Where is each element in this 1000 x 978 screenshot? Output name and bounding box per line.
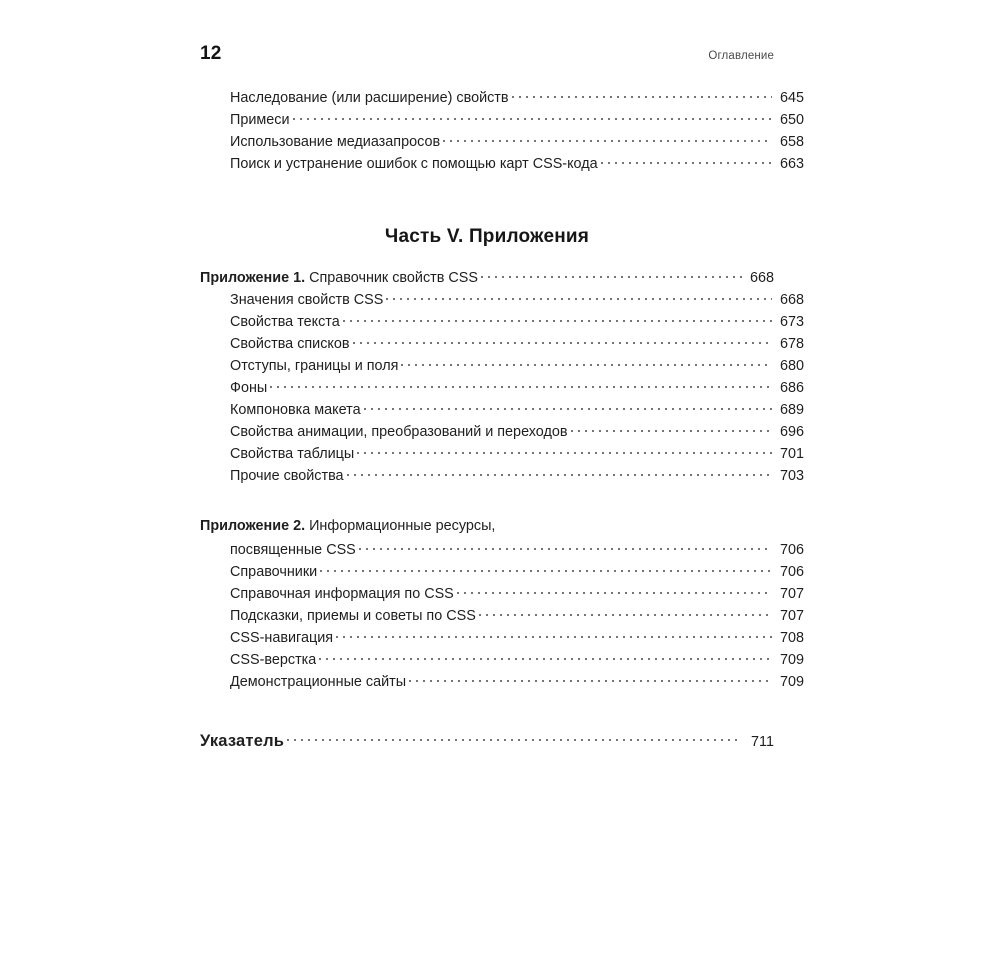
toc-entry-page: 706 <box>779 564 804 581</box>
leader-dots <box>409 672 772 686</box>
toc-entry-page: 689 <box>779 402 804 419</box>
toc-entry <box>200 378 804 400</box>
toc-entry <box>200 584 804 606</box>
toc-entry-title: Компоновка макета <box>230 402 361 419</box>
toc-entry-page: 686 <box>779 380 804 397</box>
toc-entry-title: Подсказки, приемы и советы по CSS <box>230 608 476 625</box>
appendix-1-section <box>200 268 804 488</box>
appendix-2-section <box>200 518 804 694</box>
toc-entry <box>200 444 804 466</box>
running-head <box>200 44 774 63</box>
toc-entry-page: 663 <box>779 156 804 173</box>
toc-entry-title: Демонстрационные сайты <box>230 674 407 691</box>
toc-entry-page: 645 <box>779 90 804 107</box>
toc-entry-page: 696 <box>779 424 804 441</box>
toc-entry-title: Свойства списков <box>230 336 350 353</box>
appendix-1-heading-page: 668 <box>749 270 774 287</box>
toc-entry <box>200 290 804 312</box>
appendix-1-heading-entry <box>200 268 774 290</box>
toc-entry-title: Наследование (или расширение) свойств <box>230 90 509 107</box>
appendix-2-heading-line2: посвященные CSS <box>230 542 356 559</box>
toc-entry <box>200 334 804 356</box>
toc-entry <box>200 400 804 422</box>
index-section <box>200 730 774 752</box>
appendix-1-heading-title <box>200 270 478 286</box>
appendix-2-heading-text: Информационные ресурсы, <box>305 518 496 534</box>
toc-entry-page: 673 <box>779 314 804 331</box>
leader-dots <box>457 584 772 598</box>
leader-dots <box>287 730 742 746</box>
page-folio: 12 <box>200 43 222 64</box>
toc-entry-title: Прочие свойства <box>230 468 344 485</box>
leader-dots <box>479 606 772 620</box>
toc-entry <box>200 110 804 132</box>
toc-entry <box>200 422 804 444</box>
appendix-2-heading-title <box>200 518 495 534</box>
index-entry-page: 711 <box>751 734 774 750</box>
leader-dots <box>347 466 772 480</box>
leader-dots <box>353 334 772 348</box>
leader-dots <box>343 312 772 326</box>
leader-dots <box>601 154 772 168</box>
leader-dots <box>481 268 742 282</box>
toc-entry-title: Фоны <box>230 380 268 397</box>
appendix-2-heading-page: 706 <box>779 542 804 559</box>
toc-entry-page: 650 <box>779 112 804 129</box>
leader-dots <box>401 356 772 370</box>
toc-entry <box>200 88 804 110</box>
appendix-2-heading-number: Приложение 2. <box>200 518 306 534</box>
toc-entry-page: 709 <box>779 674 804 691</box>
toc-entry-title: Справочники <box>230 564 318 581</box>
appendix-2-heading-entry <box>200 518 774 540</box>
toc-entry <box>200 628 804 650</box>
toc-entry-page: 668 <box>779 292 804 309</box>
toc-entry <box>200 154 804 176</box>
leader-dots <box>357 444 772 458</box>
toc-entry-title: Свойства анимации, преобразований и переходов <box>230 424 568 441</box>
toc-entry-title: Свойства текста <box>230 314 340 331</box>
leader-dots <box>443 132 772 146</box>
toc-entry-page: 709 <box>779 652 804 669</box>
toc-entry-page: 680 <box>779 358 804 375</box>
toc-entry-page: 708 <box>779 630 804 647</box>
leader-dots <box>336 628 772 642</box>
toc-entry-title: Использование медиазапросов <box>230 134 441 151</box>
toc-entry <box>200 356 804 378</box>
leader-dots <box>512 88 772 102</box>
toc-entry-page: 678 <box>779 336 804 353</box>
toc-entry-title: Свойства таблицы <box>230 446 355 463</box>
toc-entry <box>200 312 804 334</box>
toc-entry <box>200 466 804 488</box>
leader-dots <box>359 540 772 554</box>
index-entry-title: Указатель <box>200 732 285 750</box>
toc-entry-title: CSS-верстка <box>230 652 317 669</box>
part-heading: Часть V. Приложения <box>384 226 590 247</box>
leader-dots <box>386 290 772 304</box>
leader-dots <box>270 378 772 392</box>
toc-entry-title: Примеси <box>230 112 290 129</box>
toc-entry-page: 707 <box>779 608 804 625</box>
toc-entry-title: Поиск и устранение ошибок с помощью карт CSS-кода <box>230 156 598 173</box>
toc-entry <box>200 606 804 628</box>
leader-dots <box>319 650 772 664</box>
leader-dots <box>364 400 772 414</box>
toc-entry-title: CSS-навигация <box>230 630 334 647</box>
toc-entry <box>200 132 804 154</box>
leader-dots <box>320 562 772 576</box>
leader-dots <box>571 422 772 436</box>
toc-entry-page: 707 <box>779 586 804 603</box>
toc-entry <box>200 672 804 694</box>
appendix-2-heading-continuation <box>200 540 804 562</box>
toc-entry-page: 703 <box>779 468 804 485</box>
running-head-title: Оглавление <box>708 50 774 62</box>
toc-entry-title: Значения свойств CSS <box>230 292 384 309</box>
toc-entry-page: 658 <box>779 134 804 151</box>
toc-entry <box>200 650 804 672</box>
toc-entry-title: Справочная информация по CSS <box>230 586 454 603</box>
toc-entry <box>200 562 804 584</box>
toc-continued-section <box>200 88 804 176</box>
appendix-1-heading-number: Приложение 1. <box>200 270 306 287</box>
appendix-1-heading-text: Справочник свойств CSS <box>305 270 478 287</box>
index-entry <box>200 730 774 752</box>
toc-entry-title: Отступы, границы и поля <box>230 358 399 375</box>
toc-entry-page: 701 <box>779 446 804 463</box>
leader-dots <box>293 110 772 124</box>
